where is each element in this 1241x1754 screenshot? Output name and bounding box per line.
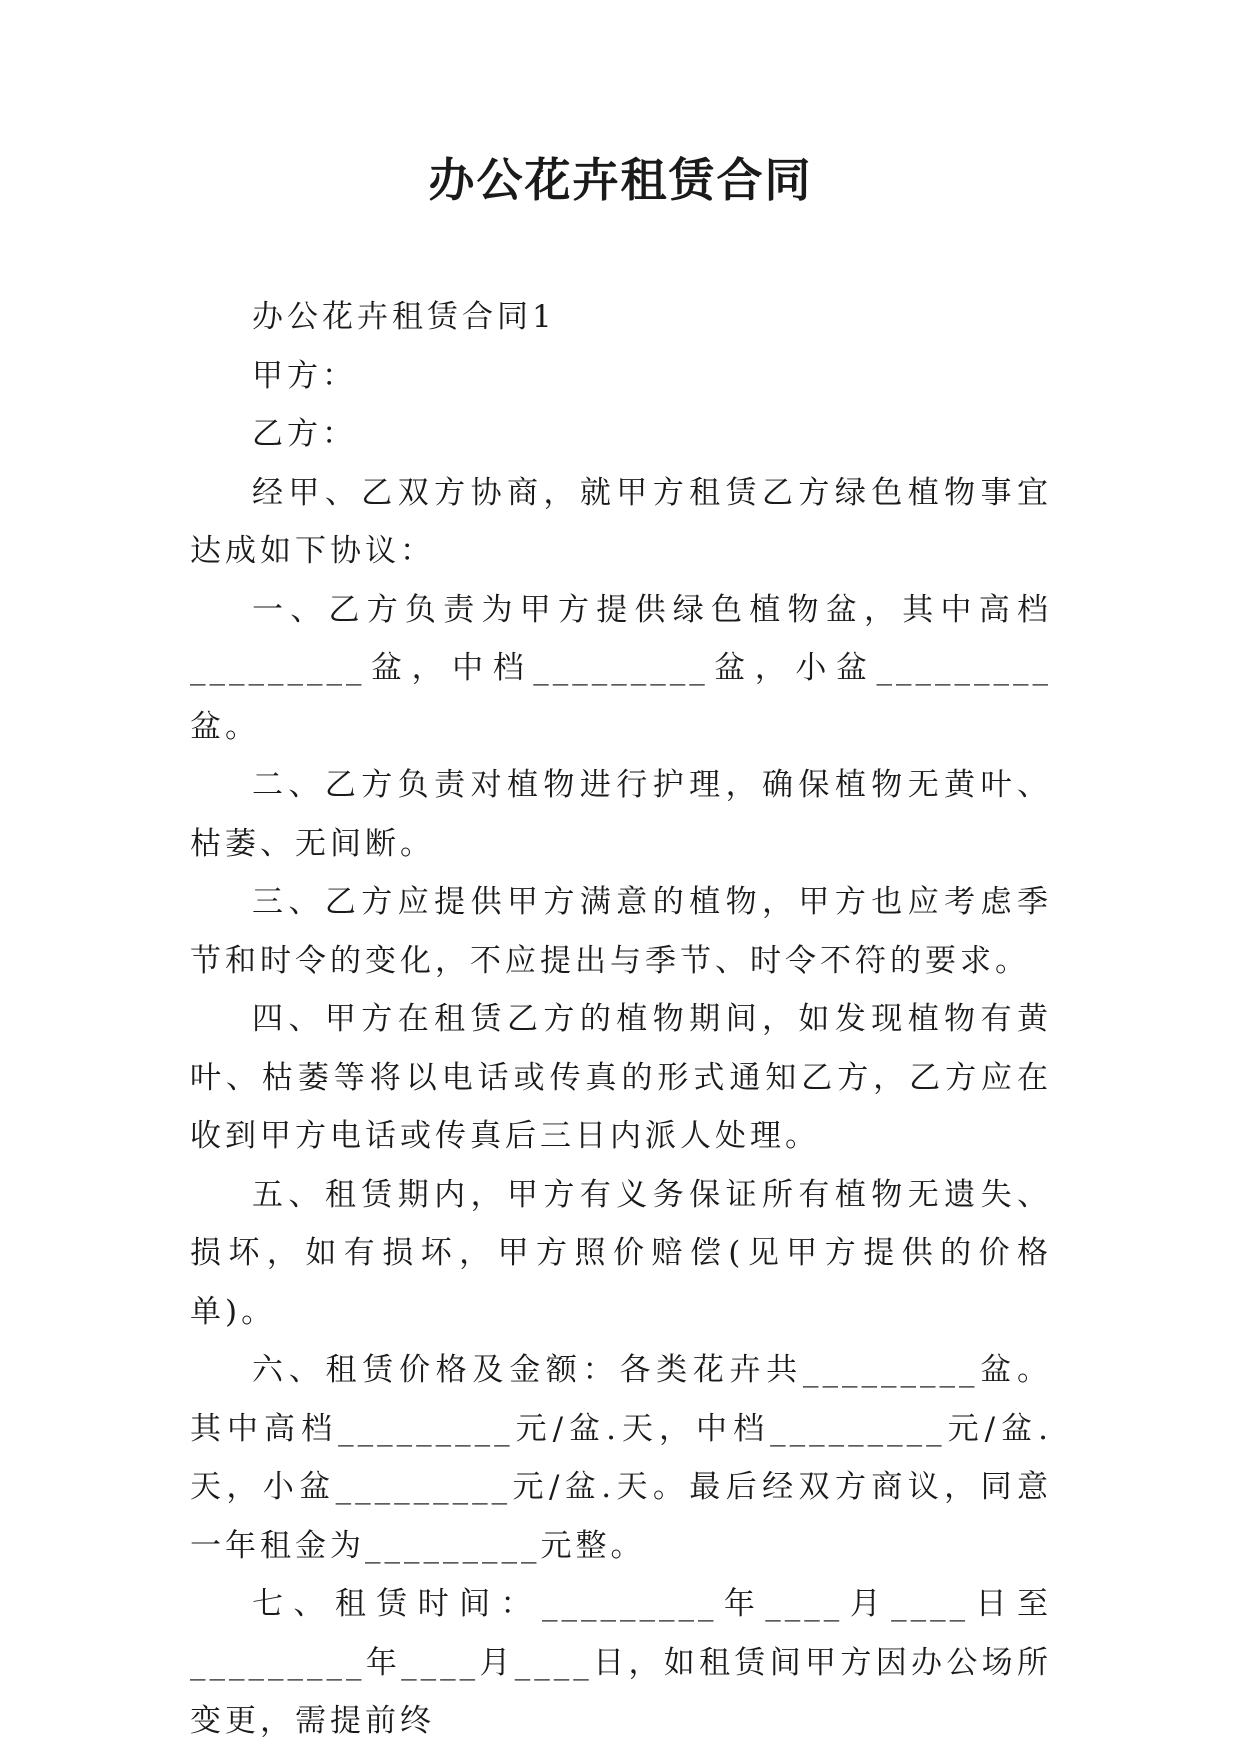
document-body bbox=[190, 288, 1052, 1751]
clause-5: 五、租赁期内，甲方有义务保证所有植物无遗失、损坏，如有损坏，甲方照价赔偿(见甲方提供的价格单)。 bbox=[190, 1176, 1052, 1330]
clause-7: 七、租赁时间：_________年____月____日至_________年____月____日，如租赁间甲方因办公场所变更，需提前终 bbox=[190, 1586, 1052, 1739]
contract-subtitle: 办公花卉租赁合同1 bbox=[252, 299, 556, 335]
clause-6: 六、租赁价格及金额：各类花卉共_________盆。其中高档_________元/盆.天，中档_________元/盆.天，小盆_________元/盆.天。最后经双方商议，同意一年租金为_________元整。 bbox=[190, 1352, 1052, 1564]
clause-1: 一、乙方负责为甲方提供绿色植物盆，其中高档_________盆，中档_________盆，小盆_________盆。 bbox=[190, 591, 1052, 745]
clause-4: 四、甲方在租赁乙方的植物期间，如发现植物有黄叶、枯萎等将以电话或传真的形式通知乙方，乙方应在收到甲方电话或传真后三日内派人处理。 bbox=[190, 1001, 1052, 1154]
party-a-line: 甲方： bbox=[252, 357, 357, 394]
clause-2: 二、乙方负责对植物进行护理，确保植物无黄叶、枯萎、无间断。 bbox=[190, 767, 1052, 862]
preamble-paragraph: 经甲、乙双方协商，就甲方租赁乙方绿色植物事宜达成如下协议： bbox=[190, 474, 1052, 569]
clause-3: 三、乙方应提供甲方满意的植物，甲方也应考虑季节和时令的变化，不应提出与季节、时令不符的要求。 bbox=[190, 884, 1052, 979]
party-b-line: 乙方： bbox=[252, 416, 357, 452]
document-title: 办公花卉租赁合同 bbox=[428, 153, 813, 207]
